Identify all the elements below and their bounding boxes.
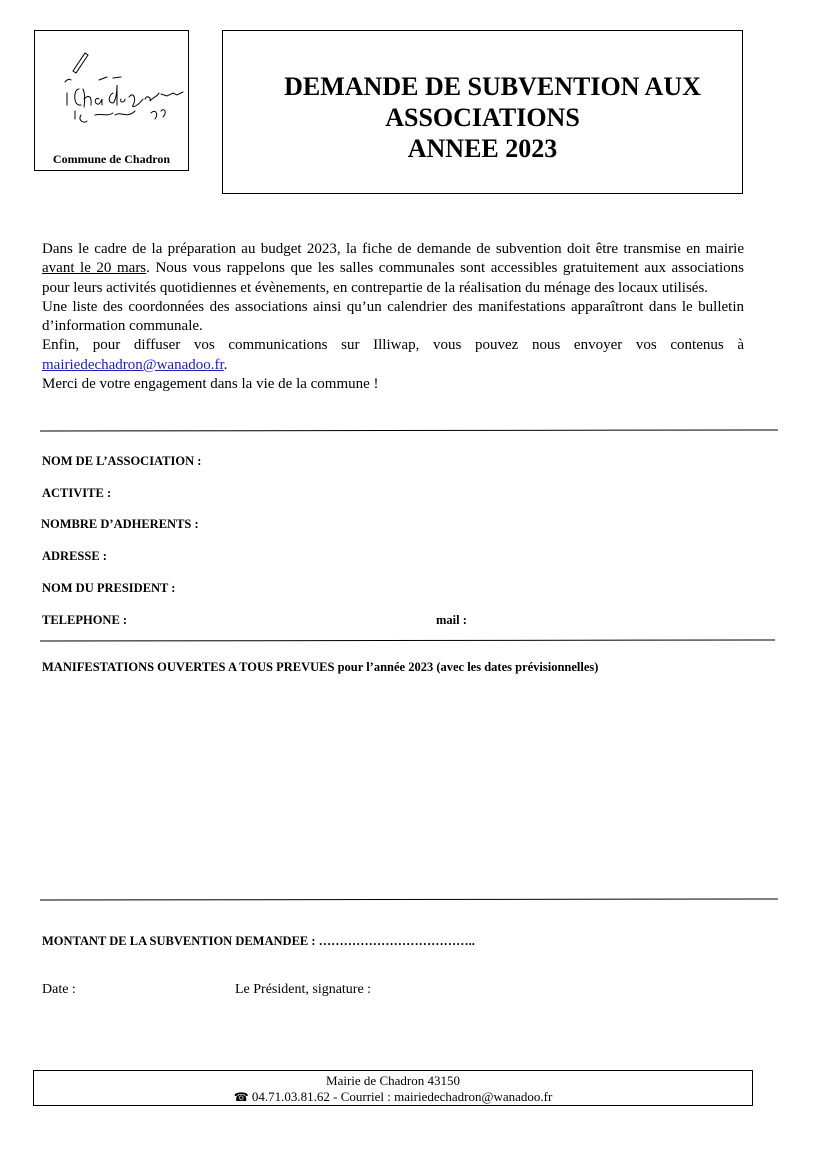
signature-label: Le Président, signature : [235, 982, 372, 997]
phone-label: TELEPHONE : [42, 613, 128, 627]
intro-text [42, 240, 744, 394]
intro-paragraph-4: Merci de votre engagement dans la vie de la commune ! [42, 376, 379, 393]
intro-p1-start: Dans le cadre de la préparation au budget 2023, la fiche de demande de subvention doit être transmise en mairie [42, 241, 744, 257]
title-box [222, 30, 743, 194]
chadron-signature-logo-icon [55, 49, 185, 139]
divider-2 [40, 639, 775, 641]
logo-caption: Commune de Chadron [52, 152, 171, 166]
address-label: ADRESSE : [42, 549, 107, 563]
intro-paragraph-2: Une liste des coordonnées des associations ainsi qu’un calendrier des manifestations apparaîtront dans le bulletin d’information communale. [42, 298, 744, 335]
footer-contact [34, 1089, 752, 1105]
title-line-1: DEMANDE DE SUBVENTION AUX [284, 72, 701, 101]
deadline-text: avant le 20 mars [42, 260, 147, 277]
intro-p3-start: Enfin, pour diffuser vos communications sur Illiwap, vous pouvez nous envoyer vos contenus à [42, 337, 744, 354]
title-line-2: ASSOCIATIONS [385, 103, 580, 132]
intro-paragraph-3 [42, 336, 744, 375]
logo-box [34, 30, 189, 171]
divider-3 [40, 898, 778, 900]
footer-box [33, 1070, 753, 1106]
telephone-icon: ☎ [233, 1090, 249, 1104]
date-label: Date : [42, 982, 76, 997]
mail-label: mail : [436, 613, 467, 627]
president-label: NOM DU PRESIDENT : [42, 581, 176, 595]
email-link[interactable]: mairiedechadron@wanadoo.fr [42, 356, 224, 373]
footer-address: Mairie de Chadron 43150 [326, 1073, 460, 1088]
activity-label: ACTIVITE : [42, 486, 112, 500]
intro-paragraph-1 [42, 240, 744, 298]
manifestations-heading: MANIFESTATIONS OUVERTES A TOUS PREVUES pour l’année 2023 (avec les dates prévisionnelles) [42, 660, 599, 674]
intro-p1-end: . Nous vous rappelons que les salles communales sont accessibles gratuitement aux associations pour leurs activités quotidiennes et évènements, en contrepartie de la réalisation du ménage des locaux utilisés. [42, 260, 745, 296]
divider-1 [40, 429, 778, 431]
association-name-label: NOM DE L’ASSOCIATION : [42, 454, 202, 468]
subsidy-amount-label: MONTANT DE LA SUBVENTION DEMANDEE : ……………………………….. [42, 934, 475, 948]
intro-p3-end: . [223, 356, 228, 373]
title-line-3: ANNEE 2023 [407, 134, 558, 163]
footer-contact-text: 04.71.03.81.62 - Courriel : mairiedechadron@wanadoo.fr [248, 1089, 553, 1104]
members-label: NOMBRE D’ADHERENTS : [41, 517, 199, 531]
